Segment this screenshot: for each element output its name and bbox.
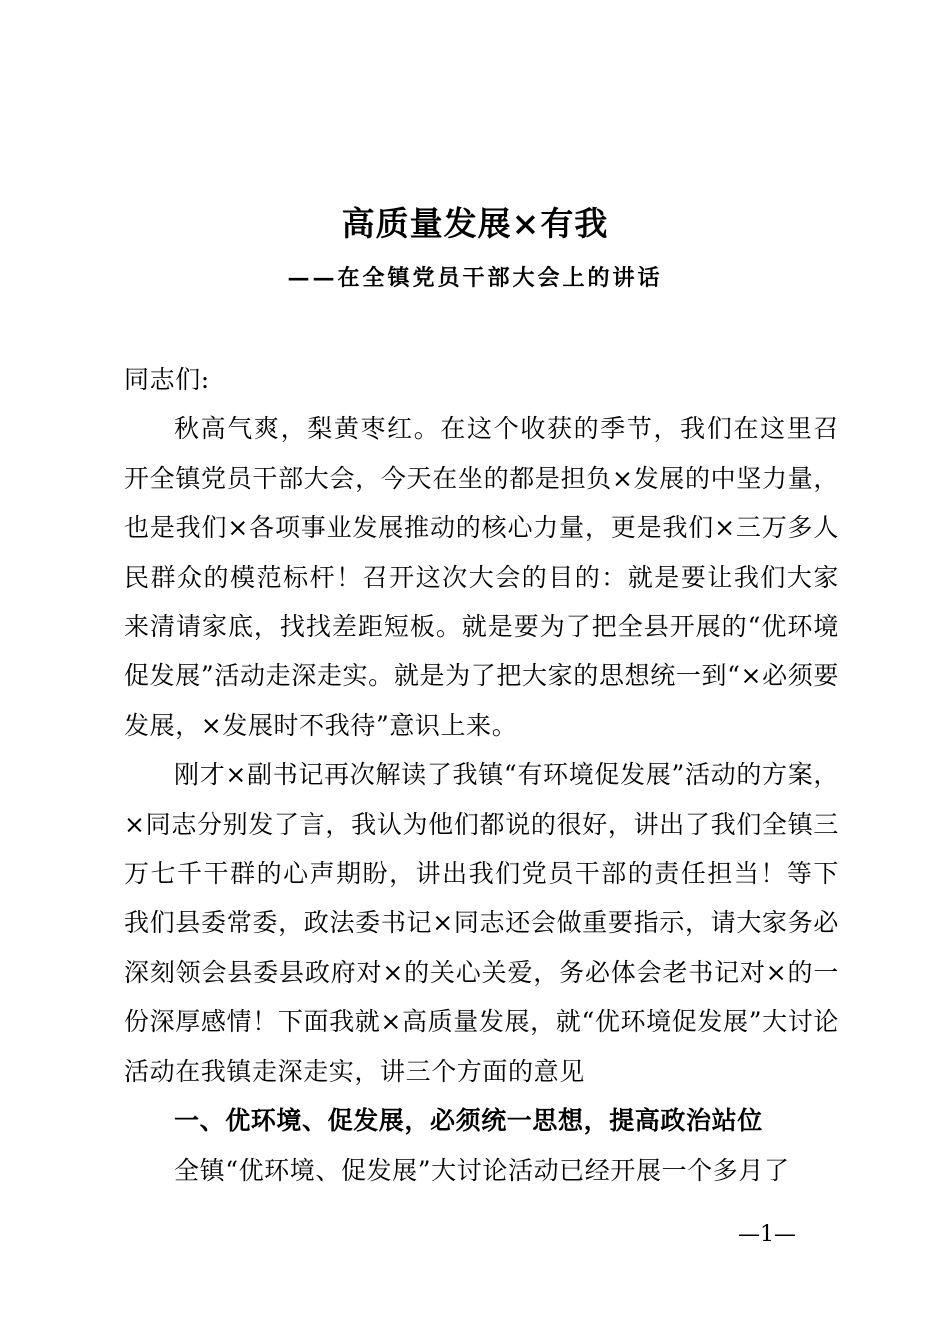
document-title: 高质量发展×有我	[341, 204, 609, 243]
paragraph-2: 刚才×副书记再次解读了我镇“有环境促发展”活动的方案，×同志分别发了言，我认为他们都说的很好，讲出了我们全镇三万七千干群的心声期盼，讲出我们党员干部的责任担当！等下我们县委常委，政法委书记×同志还会做重要指示，请大家务必深刻领会县委县政府对×的关心关爱，务必体会老书记对×的一份深厚感情！下面我就×高质量发展，就“优环境促发展”大讨论活动在我镇走深走实，讲三个方面的意见	[124, 760, 839, 1086]
document-body	[124, 355, 839, 1195]
page-number: —1—	[738, 1222, 796, 1247]
document-subtitle: ——在全镇党员干部大会上的讲话	[287, 265, 663, 291]
greeting: 同志们:	[124, 365, 210, 394]
section-heading-1: 一、优环境、促发展，必须统一思想，提高政治站位	[174, 1106, 763, 1136]
paragraph-3: 全镇“优环境、促发展”大讨论活动已经开展一个多月了	[174, 1155, 790, 1185]
paragraph-1: 秋高气爽，梨黄枣红。在这个收获的季节，我们在这里召开全镇党员干部大会，今天在坐的都是担负×发展的中坚力量，也是我们×各项事业发展推动的核心力量，更是我们×三万多人民群众的模范标杆！召开这次大会的目的：就是要让我们大家来清请家底，找找差距短板。就是要为了把全县开展的“优环境促发展”活动走深走实。就是为了把大家的思想统一到“×必须要发展，×发展时不我待”意识上来。	[124, 414, 839, 740]
